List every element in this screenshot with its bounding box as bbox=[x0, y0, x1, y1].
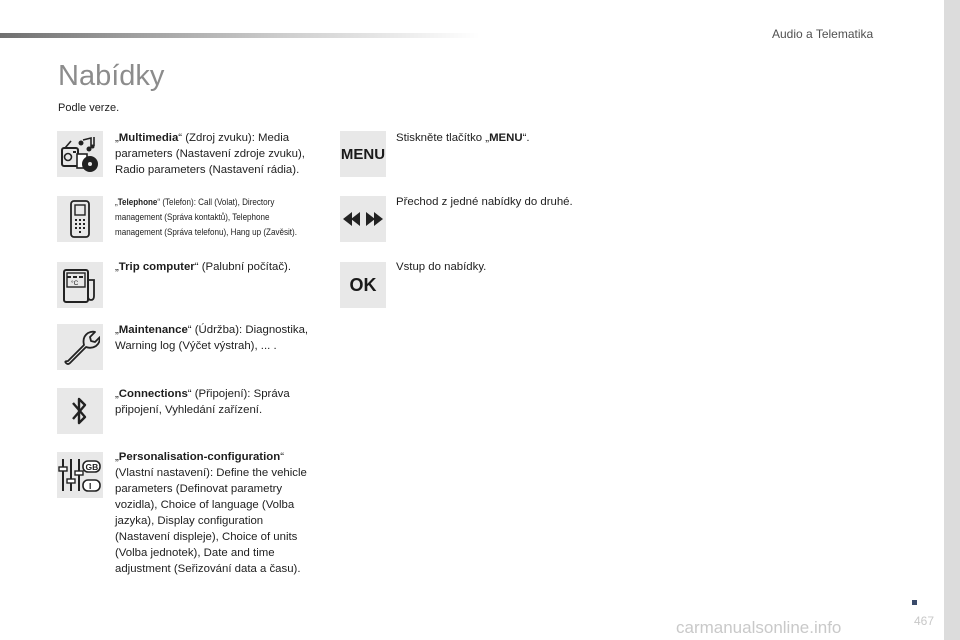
section-title: Audio a Telematika bbox=[772, 27, 874, 41]
ok-description: Vstup do nabídky. bbox=[396, 261, 487, 273]
svg-text:I: I bbox=[89, 481, 92, 491]
settings-sliders-icon bbox=[57, 452, 103, 498]
trip-computer-description: „Trip computer“ (Palubní počítač). bbox=[115, 261, 291, 273]
menu-button-icon bbox=[340, 131, 386, 177]
header-rule bbox=[0, 33, 480, 38]
svg-text:°C: °C bbox=[71, 280, 79, 287]
multimedia-description: „Multimedia“ (Zdroj zvuku): Media parameters (Nastavení zdroje zvuku), Radio parameters (Nastavení rádia). bbox=[115, 132, 305, 176]
trip-computer-icon bbox=[57, 262, 103, 308]
ok-button-icon bbox=[340, 262, 386, 308]
page-edge-bar bbox=[944, 0, 960, 640]
connections-description: „Connections“ (Připojení): Správa připojení, Vyhledání zařízení. bbox=[115, 388, 290, 416]
page-subtitle: Podle verze. bbox=[58, 102, 120, 114]
personalisation-description: „Personalisation-configuration“ (Vlastní nastavení): Define the vehicle parameters (Definovat parametry vozidla), Choice of language (Volba jazyka), Display configuration (Nastavení displeje), Choice of units (Volba jednotek), Date and time adjustment (Seřizování data a času). bbox=[115, 451, 307, 575]
navigation-description: Přechod z jedné nabídky do druhé. bbox=[396, 196, 573, 208]
maintenance-description: „Maintenance“ (Údržba): Diagnostika, Warning log (Výčet výstrah), ... . bbox=[115, 324, 309, 352]
ok-button-label: OK bbox=[349, 274, 377, 295]
page-marker bbox=[912, 600, 917, 605]
watermark: carmanualsonline.info bbox=[676, 618, 842, 637]
bluetooth-icon bbox=[57, 388, 103, 434]
menu-description: Stiskněte tlačítko „MENU“. bbox=[396, 132, 530, 144]
media-sources-icon bbox=[57, 131, 103, 177]
page-number: 467 bbox=[914, 614, 935, 628]
telephone-description: „Telephone“ (Telefon): Call (Volat), Directory management (Správa kontaktů), Telephone management (Správa telefonu), Hang up (Zavěsit). bbox=[115, 196, 297, 237]
wrench-icon bbox=[57, 324, 103, 370]
page-title: Nabídky bbox=[58, 60, 165, 92]
arrows-left-right-icon bbox=[340, 196, 386, 242]
svg-text:GB: GB bbox=[85, 462, 99, 472]
menu-button-label: MENU bbox=[340, 145, 386, 163]
telephone-icon bbox=[57, 196, 103, 242]
